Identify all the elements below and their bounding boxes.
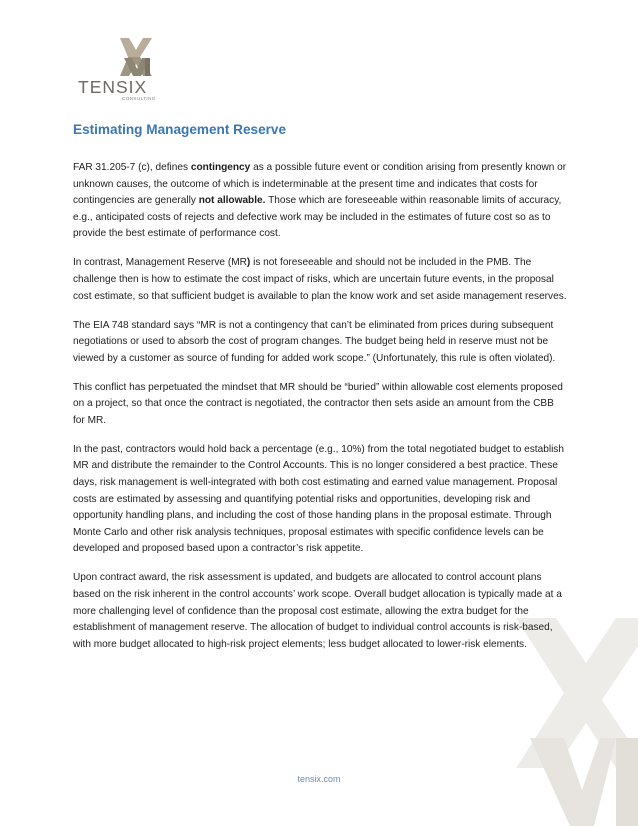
bold-term: not allowable.	[198, 195, 266, 207]
body-paragraph	[73, 318, 567, 368]
body-paragraph	[73, 255, 567, 305]
body-paragraph	[73, 570, 567, 653]
document-body	[73, 160, 567, 666]
body-paragraph	[73, 442, 567, 558]
footer-url: tensix.com	[297, 774, 341, 784]
page-title: Estimating Management Reserve	[73, 122, 287, 137]
paragraph-text: as a possible future event or condition arising from presently known or unknown causes, the outcome of which is indeterminable at the present time and indicates that costs for contingencies are generally	[73, 162, 567, 207]
bold-term: contingency	[190, 162, 251, 173]
paragraph-text: This conflict has perpetuated the mindset that MR should be “buried” within allowable cost elements proposed on a project, so that once the contract is negotiated, the contractor then sets aside an amount from the CBB for MR.	[73, 381, 563, 426]
bold-term: )	[246, 257, 251, 269]
logo-tagline: CONSULTING	[122, 96, 156, 101]
paragraph-text: is not foreseeable and should not be included in the PMB. The challenge then is how to estimate the cost impact of risks, which are uncertain future events, in the proposal cost estimate, so that sufficient budget is available to plan the know work and set aside management reserves.	[73, 257, 567, 302]
logo-wordmark: TENSIX	[78, 77, 148, 97]
paragraph-text: In contrast, Management Reserve (MR	[73, 257, 247, 269]
paragraph-text: In the past, contractors would hold back a percentage (e.g., 10%) from the total negotiated budget to establish MR and distribute the remainder to the Control Accounts. This is no longer considered a best practice. These days, risk management is well-integrated with both cost estimating and earned value management. Proposal costs are estimated by assessing and quantifying potential risks and opportunities, developing risk and opportunity handling plans, and including the cost of those handing plans in the proposal estimate. Through Monte Carlo and other risk analysis techniques, proposal estimates with specific confidence levels can be developed and proposed based upon a contractor’s risk appetite.	[73, 443, 564, 555]
paragraph-text: FAR 31.205-7 (c), defines	[73, 162, 191, 173]
body-paragraph	[73, 380, 567, 430]
paragraph-text: Upon contract award, the risk assessment is updated, and budgets are allocated to control account plans based on the risk inherent in the control accounts’ work scope. Overall budget allocation is typically made at a more challenging level of confidence than the proposal cost estimate, allowing the extra budget for the establishment of management reserve. The allocation of budget to individual control accounts is risk-based, with more budget allocated to high-risk project elements; less budget allocated to lower-risk elements.	[73, 572, 562, 650]
paragraph-text: Those which are foreseeable within reasonable limits of accuracy, e.g., anticipated costs of rejects and defective work may be included in the estimates of future cost so as to provide the best estimate of performance cost.	[73, 195, 562, 240]
tensix-logo	[74, 36, 160, 106]
paragraph-text: The EIA 748 standard says “MR is not a contingency that can’t be eliminated from prices during subsequent negotiations or used to absorb the cost of program changes. The budget being held in reserve must not be viewed by a customer as source of funding for added work scope.” (Unfortunately, this rule is often violated).	[73, 319, 556, 364]
body-paragraph	[73, 160, 567, 243]
